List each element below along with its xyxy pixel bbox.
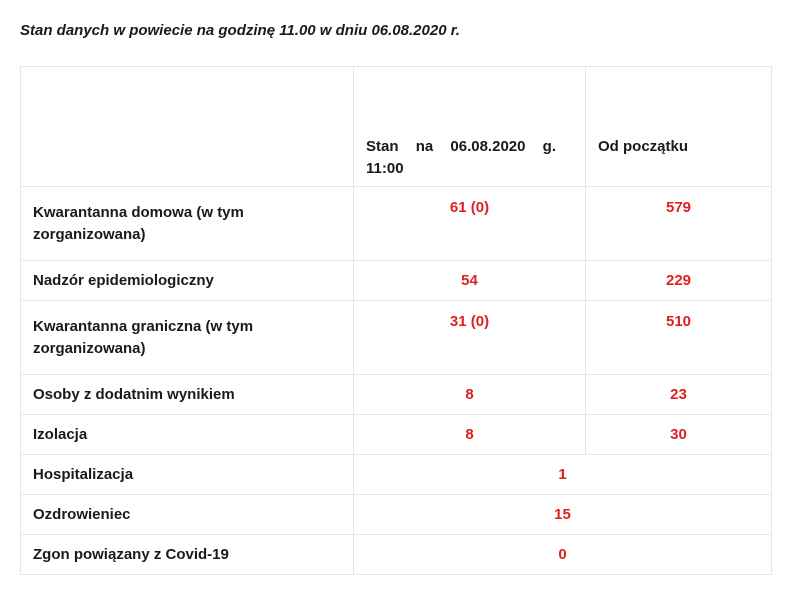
header-cell-total <box>586 67 772 187</box>
header-current-label: Stan na 06.08.2020 g. 11:00 <box>366 138 556 177</box>
row-total-value: 579 <box>586 187 772 261</box>
row-total-value: 23 <box>586 375 772 415</box>
row-current-value: 8 <box>354 375 586 415</box>
header-cell-empty <box>21 67 354 187</box>
row-label: Ozdrowieniec <box>21 495 354 535</box>
row-current-value: 31 (0) <box>354 301 586 375</box>
header-total-label: Od początku <box>598 138 689 155</box>
table-row-merged <box>21 535 772 575</box>
table-row <box>21 261 772 301</box>
table-header-row <box>21 67 772 187</box>
row-current-value: 8 <box>354 415 586 455</box>
header-cell-current <box>354 67 586 187</box>
row-total-value: 510 <box>586 301 772 375</box>
row-current-value: 61 (0) <box>354 187 586 261</box>
table-row-merged <box>21 455 772 495</box>
row-label: Kwarantanna domowa (w tym zorganizowana) <box>21 187 354 261</box>
table-row <box>21 375 772 415</box>
table-row <box>21 415 772 455</box>
row-label: Kwarantanna graniczna (w tym zorganizowana) <box>21 301 354 375</box>
row-merged-value: 15 <box>354 495 772 535</box>
row-label: Osoby z dodatnim wynikiem <box>21 375 354 415</box>
table-row <box>21 187 772 261</box>
row-current-value: 54 <box>354 261 586 301</box>
row-label: Nadzór epidemiologiczny <box>21 261 354 301</box>
row-label: Zgon powiązany z Covid-19 <box>21 535 354 575</box>
table-row-merged <box>21 495 772 535</box>
row-merged-value: 1 <box>354 455 772 495</box>
row-total-value: 30 <box>586 415 772 455</box>
page-heading: Stan danych w powiecie na godzinę 11.00 w dniu 06.08.2020 r. <box>20 22 460 39</box>
covid-stats-table <box>20 66 772 575</box>
table-row <box>21 301 772 375</box>
row-label: Hospitalizacja <box>21 455 354 495</box>
row-merged-value: 0 <box>354 535 772 575</box>
row-label: Izolacja <box>21 415 354 455</box>
row-total-value: 229 <box>586 261 772 301</box>
